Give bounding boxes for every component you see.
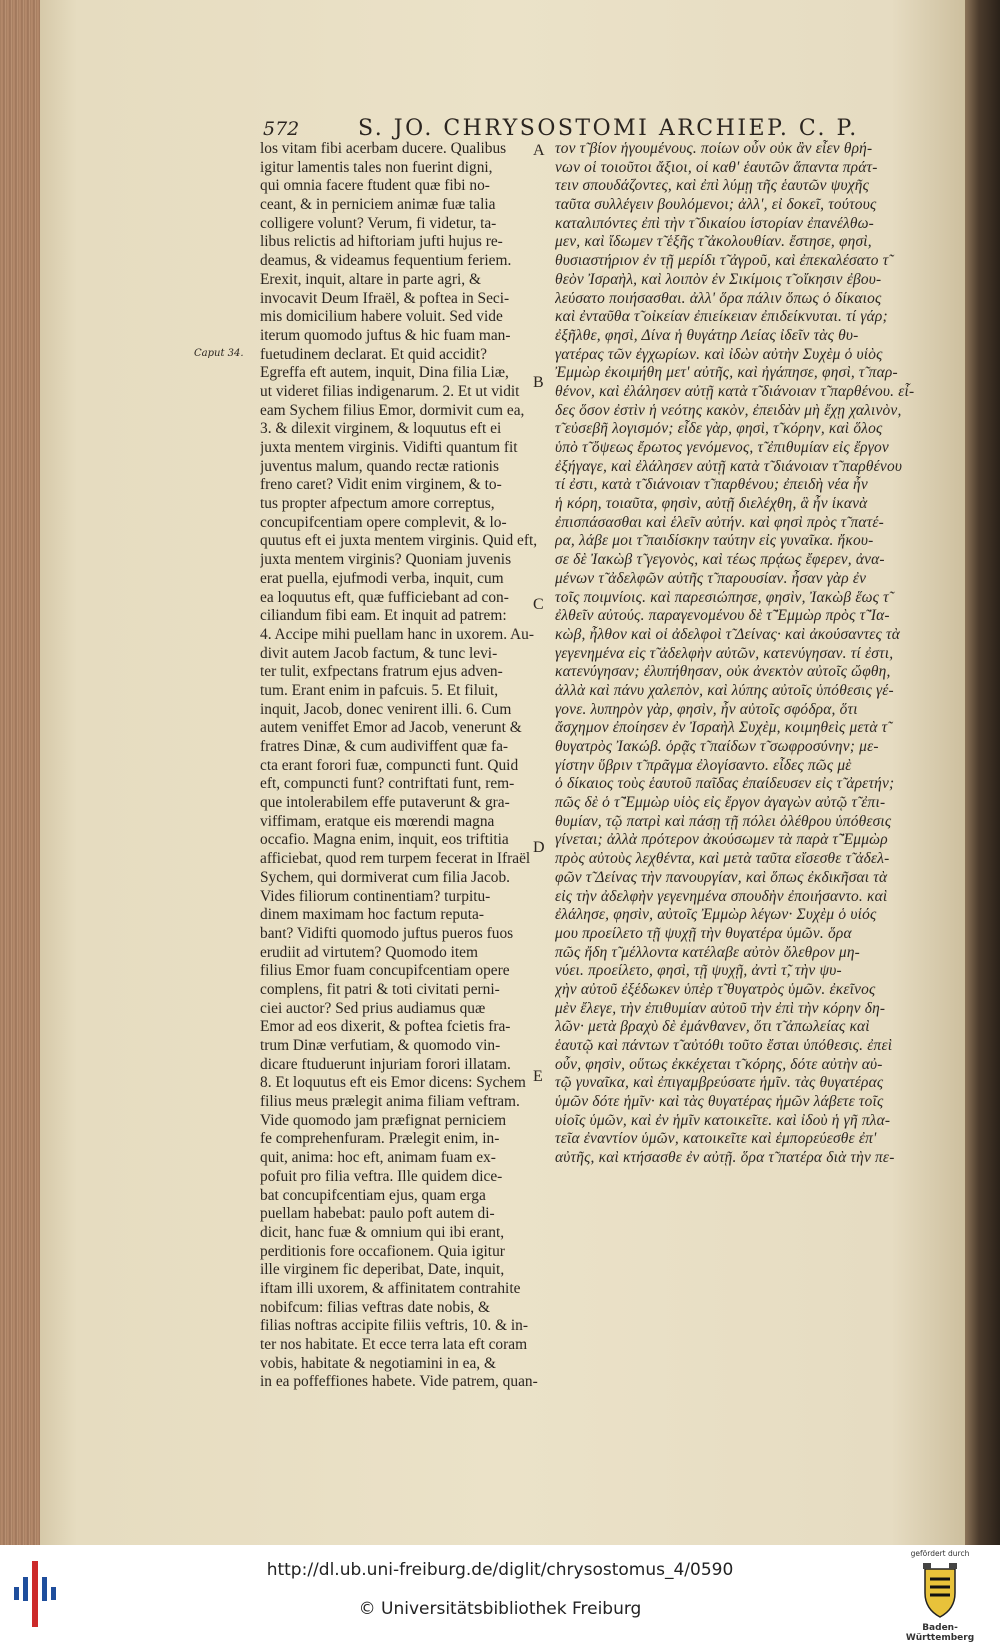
text-line: γίνεται; ἀλλὰ πρότερον ἀκούσωμεν τὰ παρὰ τ̃ Ἐμμὼρ [555,831,888,849]
text-line: ἀλλὰ καὶ πάνυ χαλεπὸν, καὶ λύπης αὐτοῖς ὑπόθεσις γέ- [555,681,894,699]
text-line: ἐλάλησε, φησὶν, αὐτοῖς Ἐμμὼρ λέγων· Συχὲμ ὁ υἱός [555,906,877,924]
text-line: αὐτῆς, καὶ κτήσασθε ἐν αὐτῇ. ὅρα τ̃ πατέρα διὰ τὴν πε- [555,1149,895,1167]
section-marker-d: D [533,839,545,856]
book-page [40,0,965,1545]
coat-of-arms-icon [921,1563,959,1621]
text-line: libus relictis ad hiftoriam jufti hujus re- [260,233,503,251]
text-line: ἐξήγαγε, καὶ ἐλάλησεν αὐτῇ κατὰ τ̃ διάνοιαν τ̃ παρθένου [555,457,903,475]
text-line: 4. Accipe mihi puellam hanc in uxorem. Au- [260,625,534,643]
page-number: 572 [263,118,300,140]
text-line: qui omnia facere ftudent quæ fibi no- [260,177,490,195]
latin-column [260,140,575,1392]
text-line: dinem maximam hoc factum reputa- [260,906,484,924]
book-binding [965,0,1000,1545]
text-line: inquit, Jacob, donec venirent illi. 6. Cum [260,700,512,718]
text-line: tus propter afpectum amore correptus, [260,495,495,513]
text-line: ἑαυτῷ καὶ πάντων τ̃ αὐτόθι τοῦτο ἔσται ὑπόθεσις. ἐπεὶ [555,1037,893,1054]
greek-column [555,140,930,1168]
text-line: autem veniffet Emor ad Jacob, venerunt & [260,719,522,737]
text-line: λεύσατο ποιήσασθαι. ἀλλ' ὅρα πάλιν ὅπως ὁ δίκαιος [555,289,882,307]
text-line: ea loquutus eft, quæ fufficiebant ad con- [260,588,509,606]
text-line: fe comprehenfuram. Prælegit enim, in- [260,1130,500,1148]
text-line: ἐλθεῖν αὐτούς. παραγενομένου δὲ τ̃ Ἐμμὼρ πρὸς τ̃ Ἰα- [555,607,890,625]
text-line: τῷ γυναῖκα, καὶ ἐπιγαμβρεύσατε ἡμῖν. τὰς θυγατέρας [555,1074,884,1092]
text-line: τοῖς ποιμνίοις. καὶ παρεσιώπησε, φησὶν, Ἰακὼβ ἕως τ̃ [555,588,889,606]
text-line: dicit, hanc fuæ & omnium qui ibi erant, [260,1223,505,1241]
text-line: θένον, καὶ ἐλάλησεν αὐτῇ κατὰ τ̃ διάνοιαν τ̃ παρθένου. εἶ- [555,382,915,400]
text-line: τί ἐστι, κατὰ τ̃ διάνοιαν τ̃ παρθένου; ἐπειδὴ νέα ἦν [555,476,868,494]
copyright-notice: © Universitätsbibliothek Freiburg [358,1599,642,1619]
text-line: ἡ κόρη, τοιαῦτα, φησὶν, αὐτῇ διελέχθη, ἃ ἦν ἱκανὰ [555,495,868,513]
text-line: quutus eft ei juxta mentem virginis. Quid eft, [260,532,538,550]
text-line: Emor ad eos dixerit, & poftea fcietis fra- [260,1018,511,1036]
running-title: S. JO. CHRYSOSTOMI ARCHIEP. C. P. [358,116,859,141]
text-line: mis domicilium habere voluit. Sed vide [260,308,503,326]
page-edges [0,0,40,1545]
text-line: trum Dinæ verfutiam, & quomodo vin- [260,1037,501,1054]
text-line: deamus, & videamus fequentium feriem. [260,252,512,270]
text-line: πῶς ἤδη τ̃ μέλλοντα κατέλαβε αὐτὸν ὄλεθρον μη- [555,943,860,961]
text-line: nobifcum: filias veftras date nobis, & [260,1298,490,1316]
text-line: μου προείλετο τῇ ψυχῇ τὴν θυγατέρα ὑμῶν. ὅρα [555,924,852,942]
text-line: ὑμῶν δότε ἡμῖν· καὶ τὰς θυγατέρας ἡμῶν λάβετε τοῖς [555,1093,884,1111]
text-line: ciliandum fibi eam. Et inquit ad patrem: [260,607,507,625]
text-line: colligere volunt? Verum, fi videtur, ta- [260,214,497,232]
text-line: θυσιαστήριον ἐν τῇ μερίδι τ̃ ἀγροῦ, καὶ ἐπεκαλέσατο τ̃ [555,252,889,270]
text-line: γεγενημένα εἰς τ̃ ἀδελφὴν αὐτῶν, κατενύγησαν. τί ἐστι, [555,644,894,662]
text-line: juxta mentem virginis? Quoniam juvenis [260,551,512,569]
text-line: juventus malum, quando rectæ rationis [260,457,499,475]
text-line: bat concupifcentiam ejus, quam erga [260,1186,486,1204]
text-line: dicare ftuduerunt injuriam forori illatam. [260,1055,511,1073]
text-line: pofuit pro filia veftra. Ille quidem dice- [260,1167,503,1185]
text-line: erudiit ad virtutem? Quomodo item [260,943,478,961]
text-line: afficiebat, quod rem turpem fecerat in Ifraël [260,850,531,868]
text-line: fuetudinem declarat. Et quid accidit? [260,345,487,363]
text-line: οὖν, φησὶν, οὕτως ἐκκέχεται τ̃ κόρης, δότε αὐτὴν αὐ- [555,1055,883,1073]
text-line: τ̃ εὐσεβῆ λογισμόν; εἶδε γὰρ, φησὶ, τ̃ κόρην, καὶ ὅλος [555,420,883,438]
text-line: ρα, λάβε μοι τ̃ παιδίσκην ταύτην εἰς γυναῖκα. ἤκου- [555,532,874,550]
text-line: 8. Et loquutus eft eis Emor dicens: Sychem [260,1074,526,1092]
text-line: καταλιπόντες ἐπὶ τὴν τ̃ δικαίου ἱστορίαν ἐπανέλθω- [555,214,875,232]
text-line: tum. Erant enim in pafcuis. 5. Et filuit, [260,681,499,699]
text-line: puellam habebat: paulo poft autem di- [260,1205,495,1223]
text-line: quit, anima: hoc eft, animam fuam ex- [260,1149,496,1167]
text-line: eft, compuncti funt? contriftati funt, rem- [260,775,515,793]
section-marker-b: B [533,374,544,391]
text-line: υἱοῖς ὑμῶν, καὶ ἐν ἡμῖν κατοικεῖτε. καὶ ἰδοὺ ἡ γῆ πλα- [555,1111,891,1129]
text-line: invocavit Deum Ifraël, & poftea in Seci- [260,289,510,307]
text-line: χὴν αὐτοῦ ἐξέδωκεν ὑπὲρ τ̃ θυγατρὸς ὑμῶν. ἐκεῖνος [555,980,876,998]
text-line: εἰς τὴν ἀδελφὴν γεγενημένα σπουδὴν ἐποιήσαντο. καὶ [555,887,888,905]
text-line: ille virginem fic deperibat, Date, inquit, [260,1261,505,1279]
text-line: λῶν· μετὰ βραχὺ δὲ ἐμάνθανεν, ὅτι τ̃ ἀπωλείας καὶ [555,1018,870,1036]
text-line: θυγατρὸς Ἰακώβ. ὁρᾷς τ̃ παίδων τ̃ σωφροσύνην; με- [555,738,879,755]
section-marker-c: C [533,596,544,613]
text-line: γίστην ὕβριν τ̃ πρᾶγμα ἐλογίσαντο. εἶδες πῶς μὲ [555,756,852,774]
text-line: ὑπὸ τ̃ ὄψεως ἔρωτος γενόμενος, τ̃ ἐπιθυμίαν εἰς ἔργον [555,439,889,456]
text-line: ceant, & in perniciem animæ fuæ talia [260,196,496,214]
text-line: in ea poffeffiones habete. Vide patrem, quan- [260,1373,538,1391]
text-line: erat puella, ejufmodi verba, inquit, cum [260,569,504,587]
text-line: τειν σπουδάζοντες, καὶ ἐπὶ λύμῃ τῆς ἑαυτῶν ψυχῆς [555,177,870,195]
text-line: τεῖα ἐναντίον ὑμῶν, κατοικεῖτε καὶ ἐμπορεύεσθε ἐπ' [555,1130,877,1148]
text-line: Egreffa eft autem, inquit, Dina filia Liæ, [260,364,509,382]
text-line: κὼβ, ἦλθον καὶ οἱ ἀδελφοὶ τ̃ Δείνας· καὶ ἀκούσαντες τὰ [555,625,901,643]
text-line: πῶς δὲ ὁ τ̃ Ἐμμὼρ υἱὸς εἰς ἔργον ἀγαγὼν αὐτῷ τ̃ ἐπι- [555,794,886,812]
text-line: freno caret? Vidit enim virginem, & to- [260,476,502,494]
text-line: igitur lamentis tales non fuerint digni, [260,158,493,176]
text-line: filius Emor fuam concupifcentiam opere [260,962,510,980]
text-line: θυμίαν, τῷ πατρὶ καὶ πάσῃ τῇ πόλει ὀλέθρου ὑπόθεσις [555,812,892,830]
text-line: Erexit, inquit, altare in parte agri, & [260,270,481,288]
text-line: viffimam, eratque eis mœrendi magna [260,812,495,830]
text-line: καὶ ἐνταῦθα τ̃ οἰκείαν ἐπιείκειαν ἐπιδείκνυται. τί γάρ; [555,308,888,326]
text-line: bant? Vidifti quomodo juftus pueros fuos [260,924,514,942]
text-line: Vide quomodo jam præfignat perniciem [260,1111,507,1129]
text-line: divit autem Jacob factum, & tunc levi- [260,644,498,662]
text-line: κατενύγησαν; ἐλυπήθησαν, οὐκ ἀνεκτὸν αὐτοῖς ὤφθη, [555,663,891,681]
text-line: concupifcentiam opere complevit, & lo- [260,513,507,531]
text-line: γατέρας τῶν ἐγχωρίων. καὶ ἰδὼν αὐτὴν Συχὲμ ὁ υἱὸς [555,345,883,363]
text-line: vobis, habitate & negotiamini in ea, & [260,1354,496,1372]
text-line: θεὸν Ἰσραὴλ, καὶ λοιπὸν ἐν Σικίμοις τ̃ οἴκησιν ἐβου- [555,270,882,288]
text-line: ὁ δίκαιος τοὺς ἑαυτοῦ παῖδας ἐπαίδευσεν εἰς τ̃ ἀρετήν; [555,775,895,793]
section-marker-a: A [533,142,545,159]
text-line: ἐπισπάσασθαι καὶ ἑλεῖν αὐτήν. καὶ φησὶ πρὸς τ̃ πατέ- [555,513,884,531]
text-line: Sychem, qui dormiverat cum filia Jacob. [260,868,511,886]
text-line: πρὸς αὐτοὺς λεχθέντα, καὶ μετὰ ταῦτα εἴσεσθε τ̃ ἀδελ- [555,850,890,868]
text-line: γονε. λυπηρὸν γὰρ, φησὶν, ἦν αὐτοῖς σφόδρα, ὅτι [555,700,858,718]
text-line: los vitam fibi acerbam ducere. Qualibus [260,140,507,157]
source-url[interactable]: http://dl.ub.uni-freiburg.de/diglit/chrysostomus_4/0590 [266,1560,734,1580]
text-line: δες ὅσον ἐστὶν ἡ νεότης κακὸν, ἐπειδὰν μὴ ἔχῃ χαλινὸν, [555,401,902,419]
text-line: ἄσχημον ἐποίησεν ἐν Ἰσραὴλ Συχὲμ, κοιμηθεὶς μετὰ τ̃ [555,719,888,737]
text-line: μένων τ̃ ἀδελφῶν αὐτῆς τ̃ παρουσίαν. ἦσαν γὰρ ἐν [555,569,867,587]
text-line: filius meus prælegit anima filiam veftram. [260,1093,520,1111]
text-line: cta erant forori fuæ, compuncti funt. Quid [260,756,519,774]
text-line: ἐξῆλθε, φησὶ, Δίνα ἡ θυγάτηρ Λείας ἰδεῖν τὰς θυ- [555,326,859,344]
text-line: ter tulit, exfpectans fratrum ejus adven- [260,663,503,681]
text-line: μὲν ἔλεγε, τὴν ἐπιθυμίαν αὐτοῦ τὴν ἐπὶ τὴν κόρην δη- [555,999,886,1017]
text-line: ταῦτα συλλέγειν βουλόμενοι; ἀλλ', εἰ δοκεῖ, τούτους [555,196,877,214]
text-line: 3. & dilexit virginem, & loquutus eft ei [260,420,502,438]
text-line: occafio. Magna enim, inquit, eos triftitia [260,831,509,849]
margin-note: Caput 34. [194,348,244,359]
text-line: ter nos habitate. Et ecce terra lata eft coram [260,1336,528,1353]
section-marker-e: E [533,1068,543,1085]
text-line: iterum quomodo juftus & hic fuam man- [260,326,511,344]
sponsor-label: gefördert durch [910,1549,970,1558]
text-line: ciei auctor? Sed prius audiamus quæ [260,999,486,1017]
text-line: τον τ̃ βίον ἡγουμένους. ποίων οὖν οὐκ ἂν εἶεν θρή- [555,140,873,157]
text-line: μεν, καὶ ἴδωμεν τ̃ ἑξῆς τ̃ ἀκολουθίαν. ἔστησε, φησὶ, [555,233,872,251]
sponsor-block [890,1549,990,1643]
viewer-footer [0,1545,1000,1643]
text-line: νων οἱ τοιοῦτοι ἄξιοι, οἱ καθ' ἑαυτῶν ἅπαντα πράτ- [555,158,878,176]
text-line: νύει. προείλετο, φησὶ, τῇ ψυχῇ, ἀντὶ τ̃, τὴν ψυ- [555,962,842,980]
text-line: complens, fit patri & toti civitati perni- [260,980,500,998]
text-line: ut videret filias indigenarum. 2. Et ut vidit [260,382,520,400]
text-line: eam Sychem filius Emor, dormivit cum ea, [260,401,525,419]
text-line: que intolerabilem effe putaverunt & gra- [260,794,510,812]
text-line: φῶν τ̃ Δείνας τὴν πανουργίαν, καὶ ὅπως ἐκδικῆσαι τὰ [555,868,888,886]
text-line: σε δὲ Ἰακὼβ τ̃ γεγονὸς, καὶ τέως πρᾴως ἔφερεν, ἀνα- [555,551,885,569]
sponsor-name: Baden-Württemberg [905,1623,975,1643]
text-line: Vides filiorum continentiam? turpitu- [260,887,491,905]
text-line: fratres Dinæ, & cum audiviffent quæ fa- [260,738,509,755]
text-line: filias noftras accipite filiis veftris, 10. & in- [260,1317,528,1335]
text-line: juxta mentem virginis. Vidifti quantum fit [260,439,518,456]
text-line: iftam illi uxorem, & affinitatem contrahite [260,1279,521,1297]
text-line: Ἐμμὼρ ἐκοιμήθη μετ' αὐτῆς, καὶ ἠγάπησε, φησὶ, τ̃ παρ- [555,364,898,382]
text-line: perditionis fore occafionem. Quia igitur [260,1242,505,1260]
